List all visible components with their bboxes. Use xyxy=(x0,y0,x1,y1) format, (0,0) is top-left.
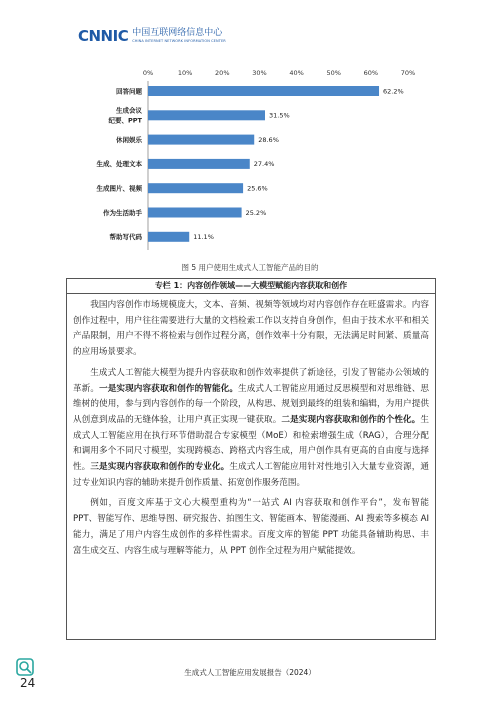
paragraph-text: 生成式人工智能应用针对性地引入大量专业资源，通过专业知识内容的辅助来提升创作质量、拓宽创作服务范围。 xyxy=(73,462,429,488)
x-tick-label: 20% xyxy=(215,69,230,77)
paragraph-text: 生成式人工智能应用通过反思模型和对思维链、思维树的使用，参与到内容创作的每一个阶段，从构思、规划到最终的组装和编辑，为用户提供从创意到成品的无缝体验，让用户真正实现一键获取。 xyxy=(73,383,429,425)
column-paragraph xyxy=(73,298,429,361)
category-label: 生成会议 xyxy=(116,106,142,115)
category-label: 作为生活助手 xyxy=(103,208,142,217)
bar-5 xyxy=(148,183,243,193)
logo-english-name: CHINA INTERNET NETWORK INFORMATION CENTER xyxy=(132,39,226,43)
bar-4 xyxy=(148,159,250,169)
value-label: 25.6% xyxy=(247,184,268,193)
category-label: 生成、处理文本 xyxy=(96,160,142,169)
column-box-title: 专栏 1：内容创作领域——大模型赋能内容获取和创作 xyxy=(67,279,435,294)
x-tick-label: 10% xyxy=(177,69,193,77)
value-label: 28.6% xyxy=(258,135,279,144)
page-number: 24 xyxy=(20,676,36,690)
value-label: 25.2% xyxy=(245,208,267,217)
logo-mark: CNNIC xyxy=(78,27,129,45)
bar-2 xyxy=(148,110,265,120)
x-tick-label: 60% xyxy=(363,69,379,77)
column-box-body xyxy=(67,294,435,559)
x-tick-label: 0% xyxy=(142,69,154,77)
column-paragraph xyxy=(73,496,429,559)
category-label: 回答问题 xyxy=(116,87,142,96)
x-tick-label: 40% xyxy=(289,69,304,77)
value-label: 11.1% xyxy=(193,233,214,242)
category-label: 纪要、PPT xyxy=(108,116,142,125)
category-label: 帮助写代码 xyxy=(109,233,142,242)
value-label: 62.2% xyxy=(383,87,404,96)
x-tick-label: 70% xyxy=(400,69,416,77)
paragraph-text: 例如，百度文库基于文心大模型重构为“一站式 AI 内容获取和创作平台”，发布智能 PPT、智能写作、思维导图、研究报告、拍图生文、智能画本、智能漫画、AI 搜索等多模态 AI 能力，满足了用户内容生成创作的多样性需求。百度文库的智能 PPT 功能具备辅助构思、丰富生成交互、内容生成与理解等能力，从 PPT 创作全过程为用户赋能提效。 xyxy=(73,498,429,556)
category-label: 生成图片、视频 xyxy=(96,184,142,193)
bar-6 xyxy=(148,208,242,218)
bar-3 xyxy=(148,135,254,145)
highlight-text: 三是实现内容获取和创作的专业化。 xyxy=(90,462,230,473)
cnnic-logo xyxy=(78,28,226,44)
value-label: 27.4% xyxy=(253,160,275,169)
value-label: 31.5% xyxy=(269,111,290,120)
x-tick-label: 30% xyxy=(252,69,267,77)
figure-caption: 图 5 用户使用生成式人工智能产品的目的 xyxy=(181,263,319,272)
paragraph-text: 生成式人工智能大模型为提升内容获取和创作效率提供了新途径，引发了智能办公领域的革新。 xyxy=(73,367,429,394)
x-tick-label: 50% xyxy=(326,69,341,77)
bar-1 xyxy=(148,86,379,96)
report-title: 生成式人工智能应用发展报告（2024） xyxy=(184,668,316,677)
column-paragraph xyxy=(73,366,429,492)
highlight-text: 一是实现内容获取和创作的智能化。 xyxy=(99,383,239,394)
purpose-bar-chart xyxy=(0,60,500,255)
logo-text xyxy=(132,28,226,44)
bar-7 xyxy=(148,232,189,242)
paragraph-text: 生成式人工智能应用在执行环节借助混合专家模型（MoE）和检索增强生成（RAG），合理分配和调用多个不同尺寸模型，实现跨模态、跨格式内容生成，用户创作具有更高的自由度与选择性。 xyxy=(73,414,429,473)
category-label: 休闲娱乐 xyxy=(116,135,142,144)
logo-chinese-name: 中国互联网络信息中心 xyxy=(132,28,223,38)
paragraph-text: 我国内容创作市场规模庞大，文本、音频、视频等领域均对内容创作存在旺盛需求。内容创作过程中，用户往往需要进行大量的文档检索工作以支持自身创作，但由于技术水平和相关产品限制，用户不得不将检索与创作过程分离，创作效率十分有限，无法满足时间紧、质量高的应用场景要求。 xyxy=(73,300,429,358)
highlight-text: 二是实现内容获取和创作的个性化。 xyxy=(281,414,421,425)
column-box xyxy=(66,278,436,640)
